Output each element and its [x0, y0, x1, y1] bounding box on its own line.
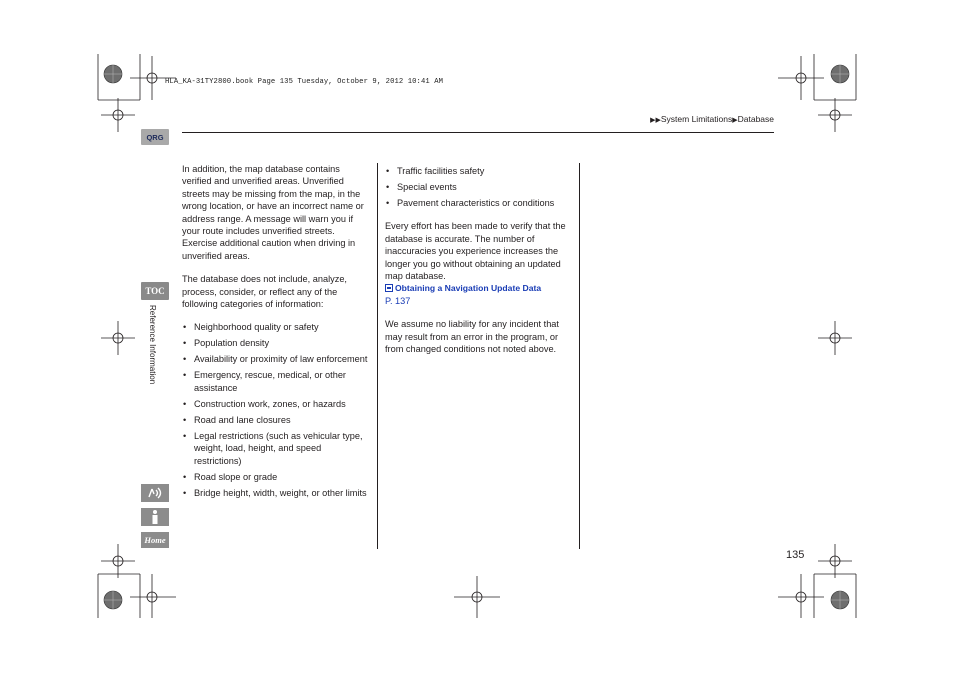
bullet-icon: • [183, 414, 187, 425]
list-item [385, 181, 575, 193]
breadcrumb-page: Database [737, 114, 774, 124]
list-item-text: Construction work, zones, or hazards [194, 398, 346, 409]
section-label: Reference Information [148, 305, 157, 385]
list-item [182, 369, 370, 394]
voice-command-icon [146, 486, 164, 500]
header-rule [182, 132, 774, 133]
continued-categories-list [385, 165, 575, 209]
bullet-icon: • [183, 370, 187, 381]
list-item-text: Population density [194, 338, 270, 349]
column-divider-2 [579, 163, 580, 549]
breadcrumb-section[interactable]: System Limitations [660, 114, 733, 124]
info-button[interactable] [141, 508, 169, 526]
list-item-text: Pavement characteristics or conditions [397, 198, 555, 208]
bullet-icon: • [386, 182, 390, 192]
xref-link-text[interactable]: Obtaining a Navigation Update Data [395, 283, 542, 294]
list-item [182, 471, 370, 483]
list-item-text: Road and lane closures [194, 414, 291, 425]
liability-paragraph: We assume no liability for any incident that may result from an error in the program, or from changed conditions not noted above. [385, 319, 559, 355]
list-item-text: Road slope or grade [194, 471, 278, 482]
list-item [182, 353, 370, 365]
list-item [182, 430, 370, 467]
bullet-icon: • [183, 430, 187, 441]
breadcrumb [650, 114, 774, 124]
bullet-icon: • [183, 471, 187, 482]
print-header: HLA_KA-31TY2800.book Page 135 Tuesday, October 9, 2012 10:41 AM [165, 78, 444, 86]
list-item-text: Neighborhood quality or safety [194, 322, 319, 333]
bullet-icon: • [386, 198, 390, 208]
cross-reference-icon [385, 284, 393, 292]
bullet-icon: • [183, 487, 187, 498]
breadcrumb-separator-icon: ▶ [732, 117, 738, 124]
list-item [182, 337, 370, 349]
list-item-text: Bridge height, width, weight, or other limits [194, 487, 367, 498]
accuracy-paragraph: Every effort has been made to verify that the database is accurate. The number of inaccuracies you experience increases the longer you go without obtaining an updated map database. [385, 221, 566, 282]
column-2 [385, 165, 575, 366]
toc-button[interactable]: TOC [141, 282, 169, 300]
list-item [182, 321, 370, 333]
bullet-icon: • [183, 398, 187, 409]
list-item [385, 165, 575, 177]
list-item-text: Traffic facilities safety [397, 166, 485, 176]
bullet-icon: • [183, 354, 187, 365]
bullet-icon: • [183, 338, 187, 349]
list-item [182, 398, 370, 410]
list-item-text: Availability or proximity of law enforcement [194, 354, 368, 365]
qrg-button[interactable]: QRG [141, 129, 169, 145]
xref-page[interactable]: P. 137 [385, 295, 411, 306]
list-item-text: Emergency, rescue, medical, or other assistance [194, 370, 346, 393]
column-1 [182, 163, 370, 510]
column-divider-1 [377, 163, 378, 549]
page-number: 135 [786, 549, 805, 561]
xref-link[interactable] [385, 282, 575, 294]
bullet-icon: • [386, 166, 390, 176]
excluded-info-intro: The database does not include, analyze, process, consider, or reflect any of the following categories of information: [182, 274, 347, 310]
list-item [182, 414, 370, 426]
list-item [182, 487, 370, 499]
list-item-text: Special events [397, 182, 457, 192]
breadcrumb-arrow-icon: ▶▶ [650, 117, 661, 124]
unverified-streets-paragraph: In addition, the map database contains verified and unverified areas. Unverified streets may be missing from the map, in the wrong location, or have an incorrect name or address range. A message will warn you if your route includes unverified streets. Exercise additional caution when driving in unverified areas. [182, 164, 364, 261]
home-icon: Home [144, 535, 166, 545]
list-item [385, 197, 575, 209]
home-button[interactable] [141, 532, 169, 548]
voice-command-button[interactable] [141, 484, 169, 502]
excluded-categories-list [182, 321, 370, 499]
bullet-icon: • [183, 322, 187, 333]
info-icon [149, 509, 161, 525]
list-item-text: Legal restrictions (such as vehicular type, weight, load, height, and speed restrictions) [194, 430, 363, 466]
